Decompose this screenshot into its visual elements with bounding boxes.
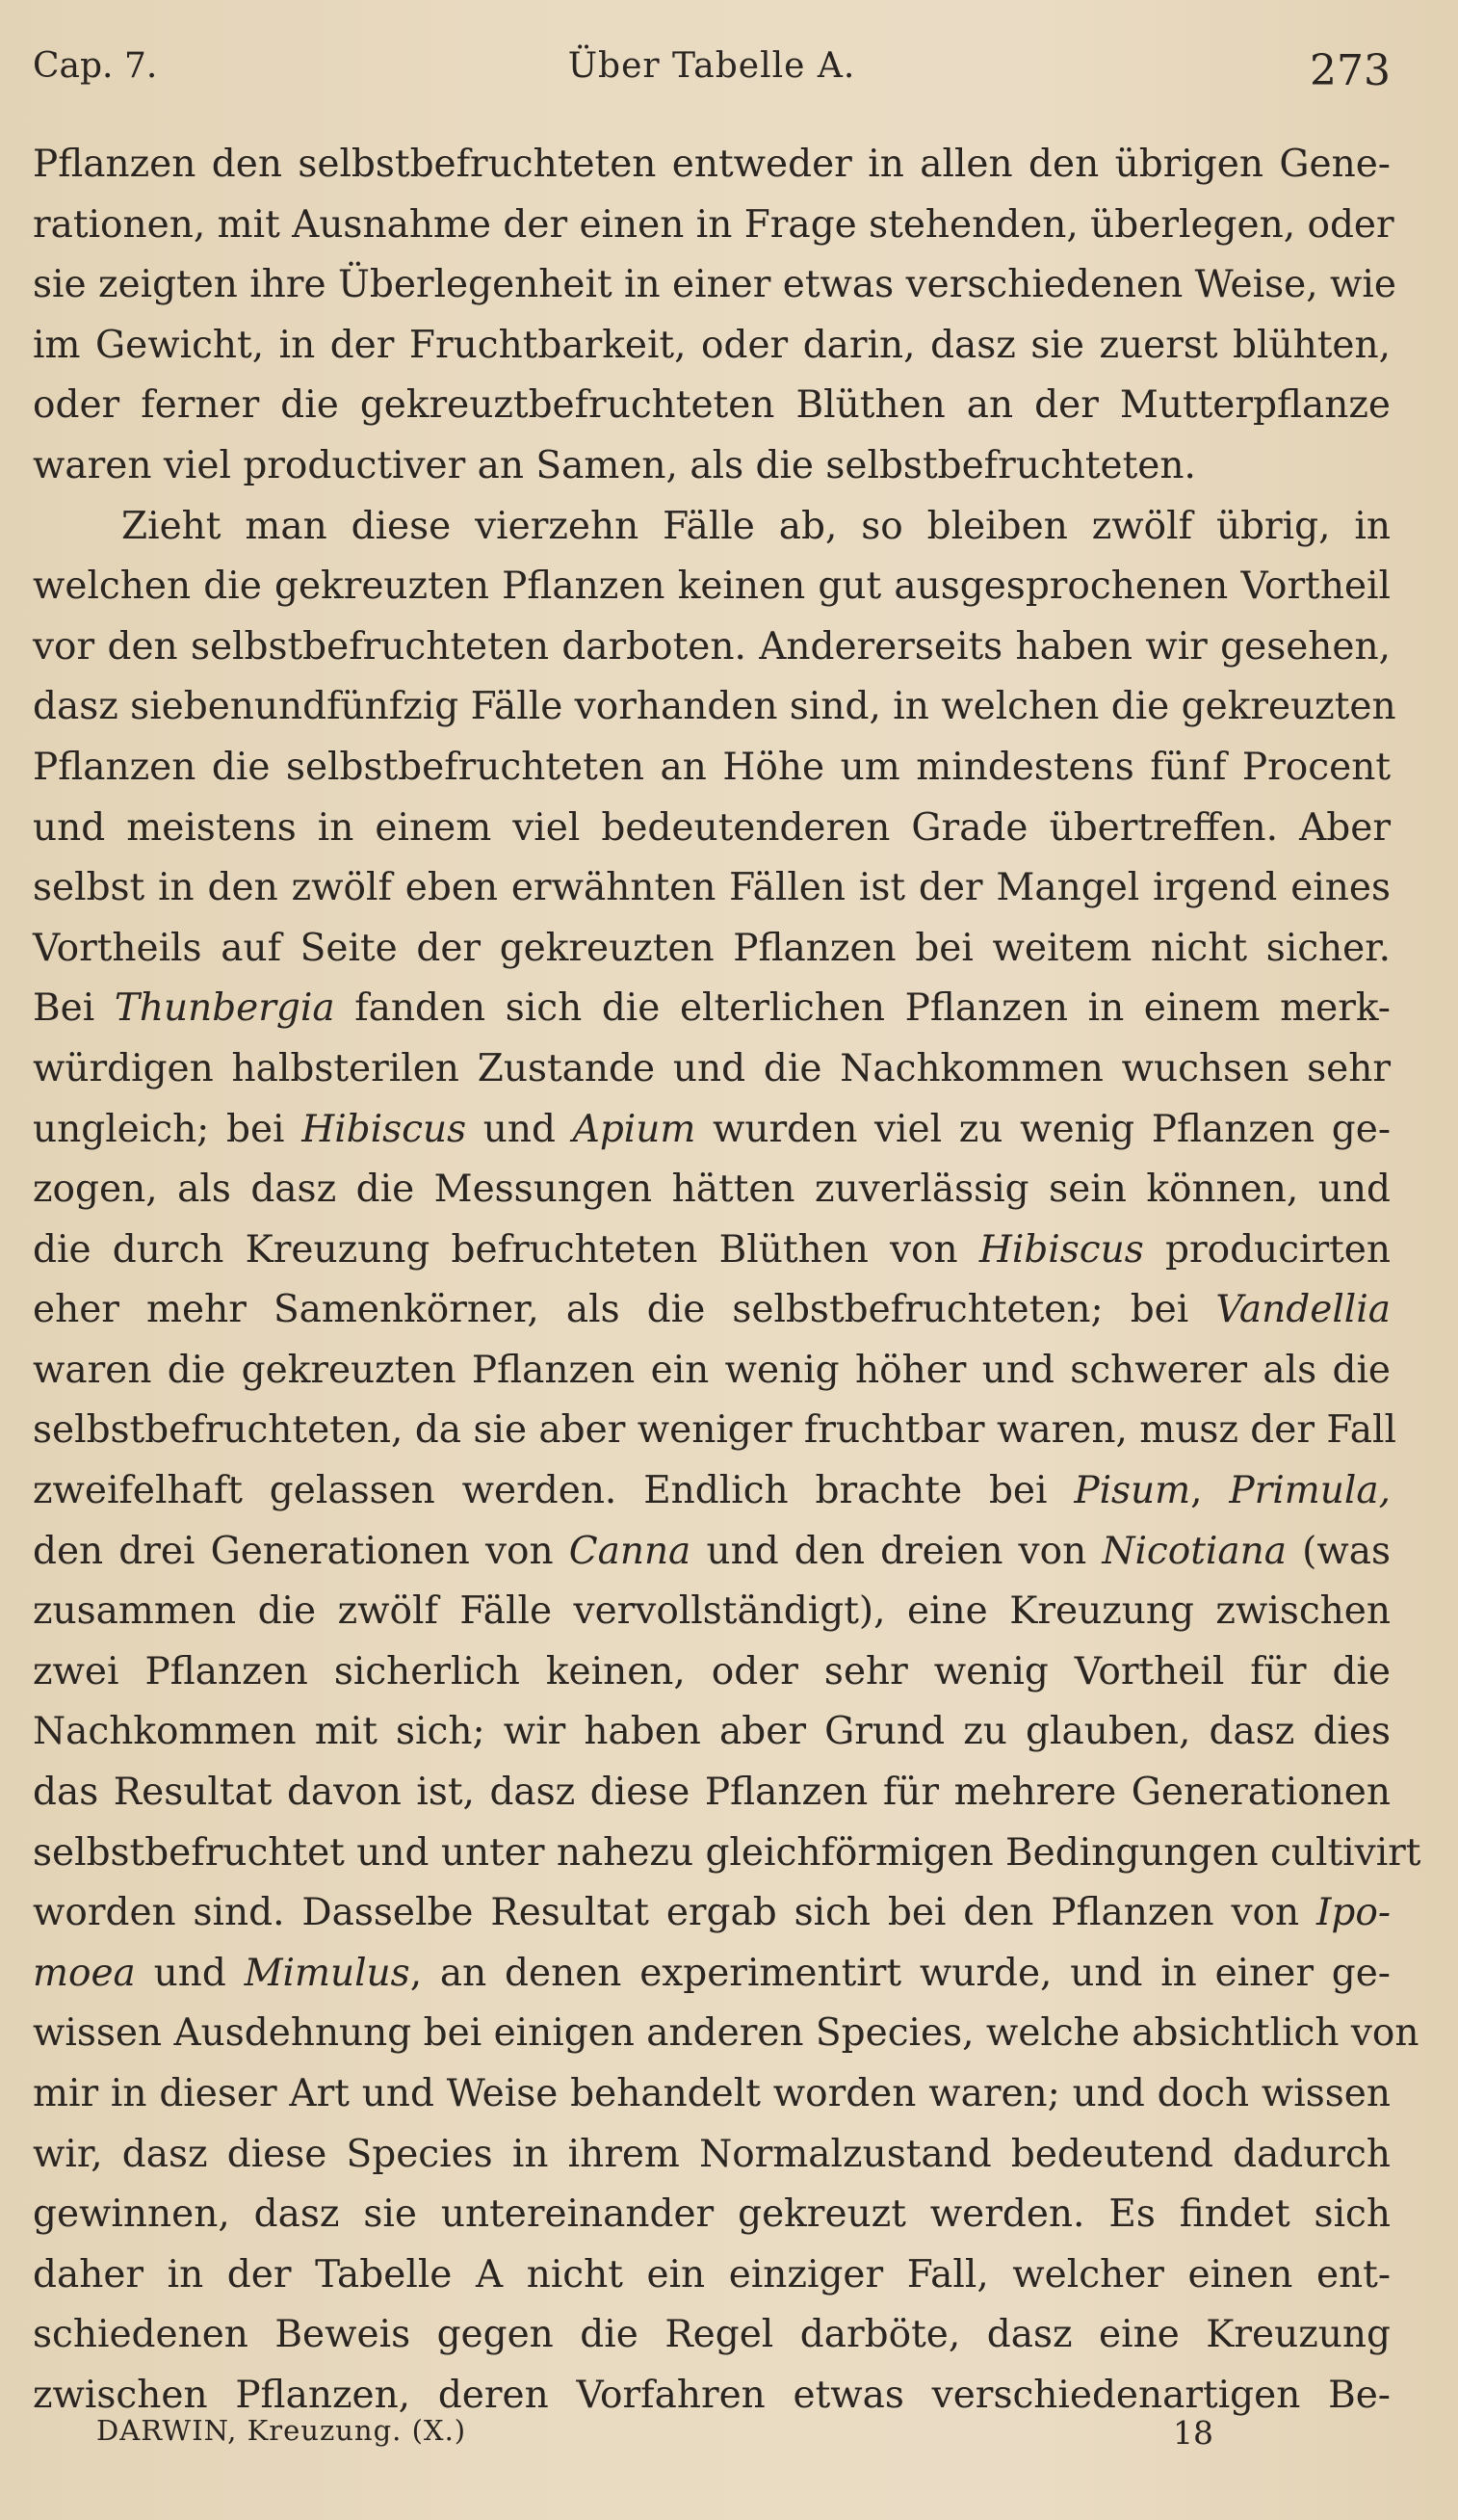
text-line xyxy=(33,919,1391,980)
text-line xyxy=(33,255,1396,316)
text-line xyxy=(33,677,1396,738)
text-segment: Nachkommen mit sich; wir haben aber Grund zu glauben, dasz dies xyxy=(33,1710,1391,1754)
text-line xyxy=(33,799,1391,859)
text-line xyxy=(33,1401,1396,1461)
text-segment: zusammen die zwölf Fälle vervollständigt), eine Kreuzung zwischen xyxy=(33,1589,1391,1634)
text-line xyxy=(33,135,1391,196)
text-segment: fanden sich die elterlichen Pflanzen in einem merk- xyxy=(334,986,1391,1031)
italic-term: Ipo- xyxy=(1315,1891,1391,1935)
text-line xyxy=(33,979,1391,1039)
text-line xyxy=(33,436,1391,497)
text-line xyxy=(33,316,1391,377)
text-segment: vor den selbstbefruchteten darboten. Andererseits haben wir gesehen, xyxy=(33,624,1391,669)
text-segment: waren die gekreuzten Pflanzen ein wenig höher und schwerer als die xyxy=(33,1348,1391,1392)
text-line xyxy=(33,858,1391,919)
text-segment: selbst in den zwölf eben erwähnten Fällen ist der Mangel irgend eines xyxy=(33,866,1391,910)
running-header xyxy=(33,46,1391,104)
italic-term: moea xyxy=(33,1951,136,1995)
italic-term: Primula, xyxy=(1229,1469,1391,1513)
text-segment: ungleich; bei xyxy=(33,1107,302,1151)
text-line xyxy=(33,1582,1391,1642)
text-line xyxy=(33,2064,1391,2125)
italic-term: Nicotiana xyxy=(1102,1529,1288,1573)
text-line xyxy=(33,196,1394,256)
text-segment: oder ferner die gekreuztbefruchteten Blüthen an der Mutterpflanze xyxy=(33,383,1391,428)
text-line xyxy=(33,497,1391,558)
text-segment: das Resultat davon ist, dasz diese Pflanzen für mehrere Generationen xyxy=(33,1771,1391,1815)
text-segment: (was xyxy=(1287,1529,1392,1573)
text-segment: wir, dasz diese Species in ihrem Normalzustand bedeutend dadurch xyxy=(33,2132,1391,2176)
italic-term: Canna xyxy=(568,1529,691,1573)
text-segment: producirten xyxy=(1143,1227,1391,1272)
text-segment: zogen, als dasz die Messungen hätten zuverlässig sein können, und xyxy=(33,1168,1391,1212)
italic-term: Apium xyxy=(572,1107,696,1151)
text-segment: zweifelhaft gelassen werden. Endlich brachte bei xyxy=(33,1469,1075,1513)
text-segment: Pflanzen die selbstbefruchteten an Höhe um mindestens fünf Procent xyxy=(33,745,1391,789)
text-segment: die durch Kreuzung befruchteten Blüthen von xyxy=(33,1227,979,1272)
text-segment: Zieht man diese vierzehn Fälle ab, so bleiben zwölf übrig, in xyxy=(121,504,1391,548)
text-segment: und xyxy=(135,1951,245,1995)
text-segment: rationen, mit Ausnahme der einen in Frage stehenden, überlegen, oder xyxy=(33,202,1394,247)
italic-term: Hibiscus xyxy=(301,1107,467,1151)
text-line xyxy=(33,1160,1391,1221)
signature-mark: 18 xyxy=(1173,2414,1213,2452)
page-number: 273 xyxy=(1310,46,1391,95)
text-segment: daher in der Tabelle A nicht ein einziger Fall, welcher einen ent- xyxy=(33,2252,1391,2297)
text-line xyxy=(33,1944,1391,2005)
text-segment: worden sind. Dasselbe Resultat ergab sich bei den Pflanzen von xyxy=(33,1891,1316,1935)
text-segment: Pflanzen den selbstbefruchteten entweder in allen den übrigen Gene- xyxy=(33,143,1391,186)
text-line xyxy=(33,2125,1391,2186)
text-line xyxy=(33,1883,1391,1944)
body-text xyxy=(33,135,1421,2427)
text-line xyxy=(33,1824,1421,1884)
text-line xyxy=(33,2004,1419,2064)
text-line xyxy=(33,1642,1391,1703)
text-segment: wissen Ausdehnung bei einigen anderen Species, welche absichtlich von xyxy=(33,2011,1419,2056)
text-segment: selbstbefruchteten, da sie aber weniger fruchtbar waren, musz der Fall xyxy=(33,1408,1396,1453)
text-segment: den drei Generationen von xyxy=(33,1529,569,1573)
text-line xyxy=(33,1280,1391,1341)
running-title: Über Tabelle A. xyxy=(567,46,856,86)
text-segment: im Gewicht, in der Fruchtbarkeit, oder darin, dasz sie zuerst blühten, xyxy=(33,323,1391,367)
text-segment: sie zeigten ihre Überlegenheit in einer etwas verschiedenen Weise, wie xyxy=(33,263,1396,307)
text-line xyxy=(33,2245,1391,2306)
text-segment: würdigen halbsterilen Zustande und die Nachkommen wuchsen sehr xyxy=(33,1046,1391,1090)
text-line xyxy=(33,2185,1391,2245)
text-line xyxy=(33,1763,1391,1824)
italic-term: Mimulus xyxy=(244,1951,410,1995)
text-line xyxy=(33,617,1391,678)
text-segment: gewinnen, dasz sie untereinander gekreuzt werden. Es findet sich xyxy=(33,2192,1391,2237)
italic-term: Hibiscus xyxy=(978,1227,1144,1272)
text-segment: welchen die gekreuzten Pflanzen keinen gut ausgesprochenen Vortheil xyxy=(33,564,1391,609)
text-segment: zwischen Pflanzen, deren Vorfahren etwas verschiedenartigen Be- xyxy=(33,2373,1391,2417)
text-segment: zwei Pflanzen sicherlich keinen, oder sehr wenig Vortheil für die xyxy=(33,1649,1391,1693)
text-segment: eher mehr Samenkörner, als die selbstbefruchteten; bei xyxy=(33,1288,1216,1332)
text-segment: , an denen experimentirt wurde, und in einer ge- xyxy=(409,1951,1391,1995)
footer-imprint: DARWIN, Kreuzung. (X.) xyxy=(96,2414,467,2447)
text-line xyxy=(33,1461,1391,1522)
text-line xyxy=(33,738,1391,799)
text-segment: dasz siebenundfünfzig Fälle vorhanden sind, in welchen die gekreuzten xyxy=(33,685,1396,729)
text-line xyxy=(33,2305,1391,2366)
text-line xyxy=(33,1039,1391,1100)
text-segment: schiedenen Beweis gegen die Regel darböte, dasz eine Kreuzung xyxy=(33,2313,1391,2357)
text-segment: selbstbefruchtet und unter nahezu gleichförmigen Bedingungen cultivirt xyxy=(33,1830,1421,1875)
text-segment: und xyxy=(466,1107,573,1151)
italic-term: Pisum xyxy=(1074,1469,1191,1513)
text-line xyxy=(33,1702,1391,1763)
text-line xyxy=(33,557,1391,617)
page-footer xyxy=(96,2414,1348,2462)
text-segment: Bei xyxy=(33,986,115,1031)
text-line xyxy=(33,376,1391,436)
text-segment: Vortheils auf Seite der gekreuzten Pflanzen bei weitem nicht sicher. xyxy=(33,926,1391,970)
text-line xyxy=(33,1341,1391,1402)
text-line xyxy=(33,1221,1391,1281)
text-segment: und den dreien von xyxy=(690,1529,1103,1573)
text-segment: , xyxy=(1190,1469,1230,1513)
text-line xyxy=(33,1522,1391,1583)
chapter-label: Cap. 7. xyxy=(33,46,158,86)
text-segment: wurden viel zu wenig Pflanzen ge- xyxy=(695,1107,1392,1151)
text-segment: waren viel productiver an Samen, als die selbstbefruchteten. xyxy=(33,443,1196,487)
text-segment: mir in dieser Art und Weise behandelt worden waren; und doch wissen xyxy=(33,2072,1391,2115)
text-line xyxy=(33,1100,1391,1161)
italic-term: Thunbergia xyxy=(114,986,335,1031)
italic-term: Vandellia xyxy=(1215,1288,1391,1332)
text-segment: und meistens in einem viel bedeutenderen Grade übertreffen. Aber xyxy=(33,805,1391,850)
